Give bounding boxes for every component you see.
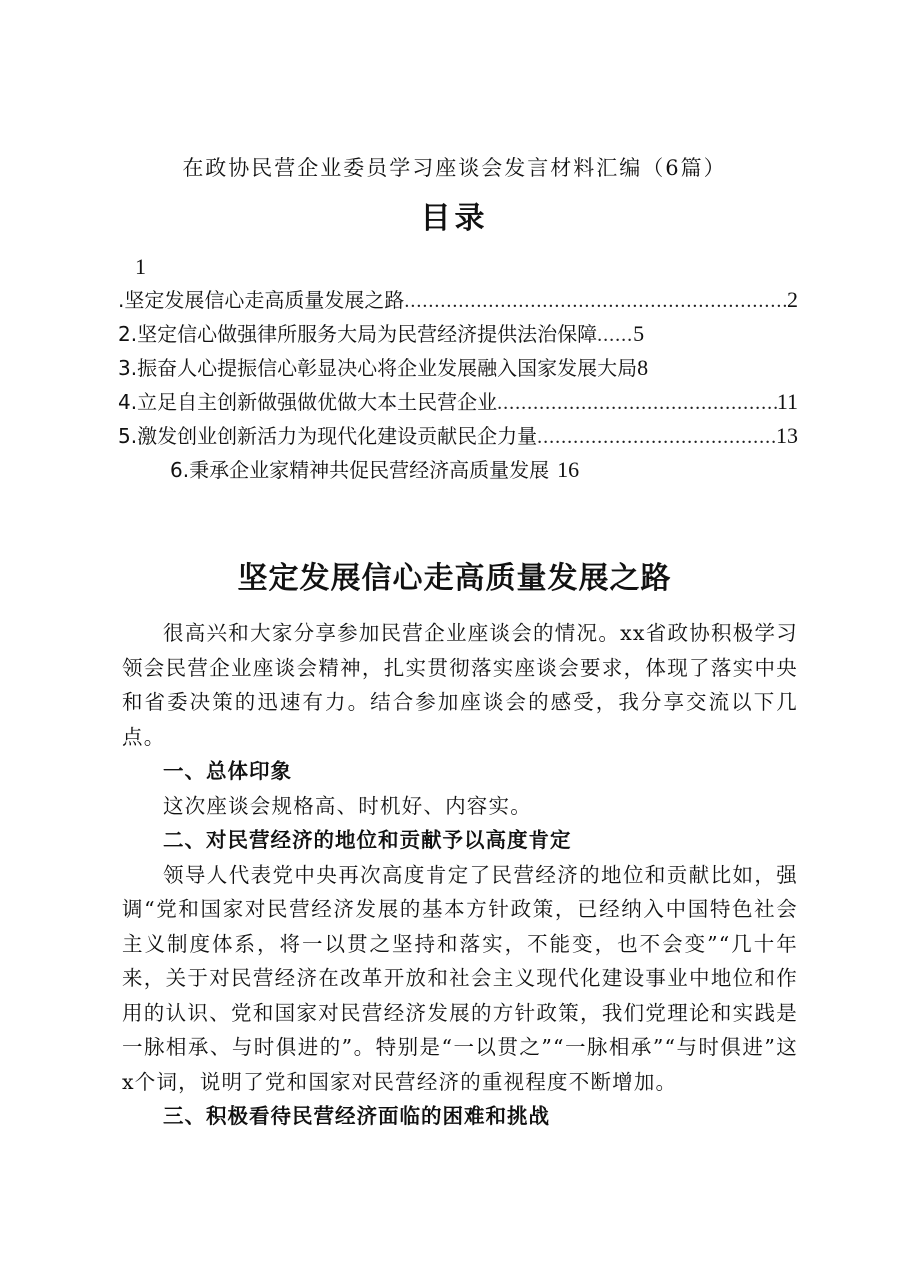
toc-entry-label: 6.秉承企业家精神共促民营经济高质量发展: [170, 458, 550, 482]
article-title: 坚定发展信心走高质量发展之路: [237, 561, 672, 596]
toc-leader: [404, 290, 787, 313]
toc-entry-page: 5: [633, 321, 645, 346]
toc-entry-label: .坚定发展信心走高质量发展之路: [118, 288, 405, 312]
toc-leader: [597, 324, 633, 347]
section-heading: 二、对民营经济的地位和贡献予以高度肯定: [163, 828, 572, 852]
section-heading: 三、积极看待民营经济面临的困难和挑战: [163, 1104, 550, 1128]
toc-entry-page: 11: [776, 389, 798, 414]
toc-entry-page: 16: [557, 457, 580, 482]
section-paragraph: 这次座谈会规格高、时机好、内容实。: [163, 793, 532, 818]
toc-entry[interactable]: [118, 352, 798, 386]
toc-entry-page: 13: [776, 423, 798, 448]
toc-leader: [537, 426, 776, 449]
toc-entry[interactable]: [118, 284, 798, 318]
toc-entry[interactable]: [118, 386, 798, 420]
toc-entry-page: 8: [637, 355, 649, 380]
toc-entry-page: 2: [787, 287, 798, 312]
toc-entry[interactable]: [118, 420, 798, 454]
article-body: [122, 616, 798, 1134]
toc-heading: 目录: [420, 201, 489, 236]
toc-leader: [497, 392, 777, 415]
toc-entry[interactable]: [118, 318, 798, 352]
toc-entry-label: 4.立足自主创新做强做优做大本土民营企业: [118, 390, 498, 414]
toc-number-one: 1: [135, 254, 146, 279]
toc-entry-label: 5.激发创业创新活力为现代化建设贡献民企力量: [118, 424, 538, 448]
toc-entry[interactable]: [118, 454, 798, 488]
toc-entry-label: 3.振奋人心提振信心彰显决心将企业发展融入国家发展大局: [118, 356, 638, 380]
table-of-contents: [118, 284, 798, 488]
intro-paragraph: 很高兴和大家分享参加民营企业座谈会的情况。xx省政协积极学习领会民营企业座谈会精神，扎实贯彻落实座谈会要求，体现了落实中央和省委决策的迅速有力。结合参加座谈会的感受，我分享交流以下几点。: [122, 621, 798, 749]
section-paragraph: 领导人代表党中央再次高度肯定了民营经济的地位和贡献比如，强调“党和国家对民营经济发展的基本方针政策，已经纳入中国特色社会主义制度体系，将一以贯之坚持和落实，不能变，也不会变”“几十年来，关于对民营经济在改革开放和社会主义现代化建设事业中地位和作用的认识、党和国家对民营经济发展的方针政策，我们党理论和实践是一脉相承、与时俱进的”。特别是“一以贯之”“一脉相承”“与时俱进”这x个词，说明了党和国家对民营经济的重视程度不断增加。: [122, 862, 798, 1094]
section-heading: 一、总体印象: [163, 759, 292, 783]
document-title: 在政协民营企业委员学习座谈会发言材料汇编（6篇）: [182, 156, 727, 180]
toc-entry-label: 2.坚定信心做强律所服务大局为民营经济提供法治保障: [118, 322, 598, 346]
